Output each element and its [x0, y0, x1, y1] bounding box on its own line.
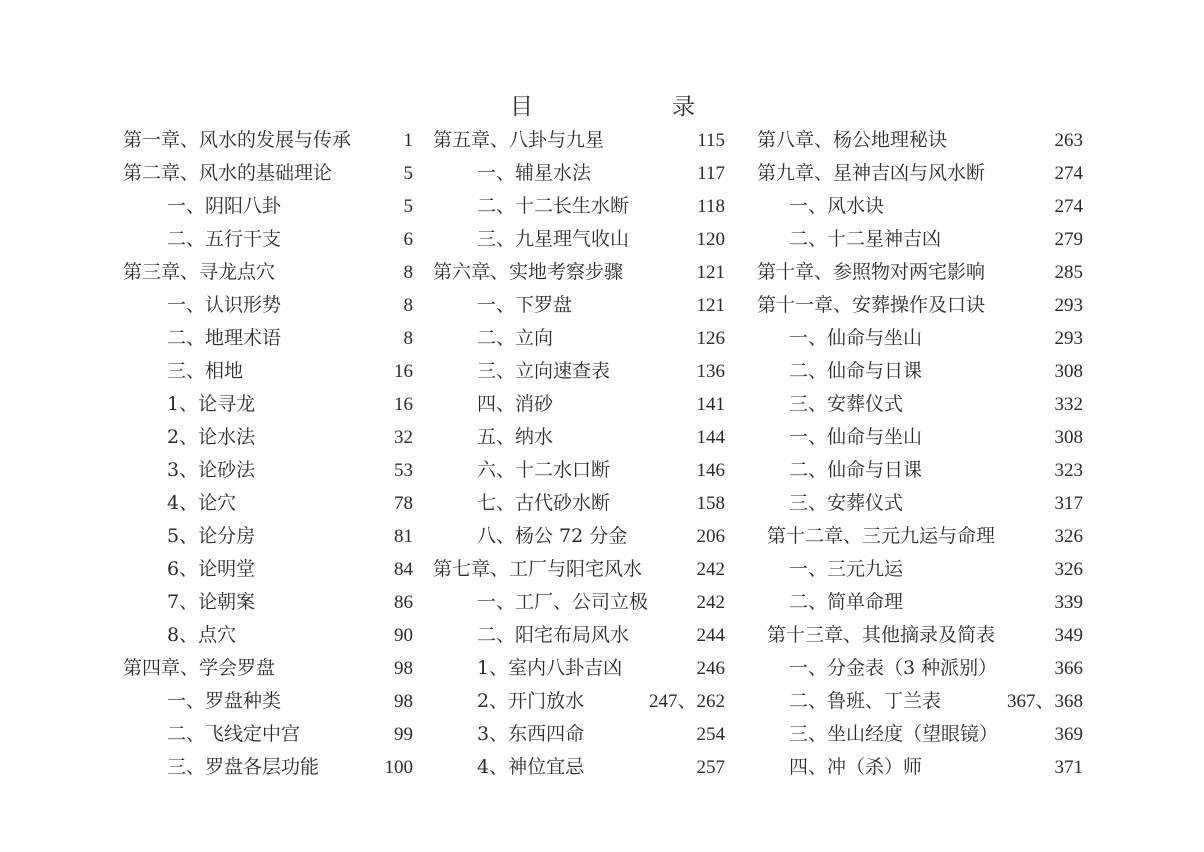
toc-entry-page: 242	[696, 592, 725, 613]
toc-entry-title: 一、分金表（3 种派别）	[789, 657, 998, 679]
toc-entry	[123, 718, 413, 751]
toc-entry-title: 第十一章、安葬操作及口诀	[757, 294, 986, 316]
toc-entry-title: 4、论穴	[167, 492, 237, 514]
toc-entry-page: 16	[394, 394, 413, 415]
toc-entry-title: 六、十二水口断	[477, 459, 611, 481]
toc-entry-page: 279	[1054, 229, 1083, 250]
toc-entry-page: 8	[403, 295, 413, 316]
toc-entry	[433, 619, 725, 652]
toc-entry	[433, 322, 725, 355]
toc-entry-page: 366	[1054, 658, 1083, 679]
toc-entry-page: 100	[384, 757, 413, 778]
toc-entry-page: 326	[1054, 526, 1083, 547]
toc-entry-title: 3、东西四命	[477, 723, 585, 745]
toc-entry	[123, 520, 413, 553]
toc-entry	[757, 751, 1083, 784]
toc-entry-title: 二、十二长生水断	[477, 195, 630, 217]
toc-entry-page: 141	[696, 394, 725, 415]
toc-entry	[433, 355, 725, 388]
toc-entry-title: 第四章、学会罗盘	[123, 657, 276, 679]
toc-entry-page: 126	[696, 328, 725, 349]
toc-entry	[123, 355, 413, 388]
toc-entry-page: 254	[696, 724, 725, 745]
toc-entry-title: 7、论朝案	[167, 591, 256, 613]
toc-entry-title: 4、神位宜忌	[477, 756, 585, 778]
toc-entry	[123, 157, 413, 190]
toc-entry-page: 158	[696, 493, 725, 514]
toc-entry-title: 一、辅星水法	[477, 162, 592, 184]
toc-entry	[757, 520, 1083, 553]
toc-entry-page: 367、368	[1006, 691, 1083, 712]
toc-entry-title: 2、开门放水	[477, 690, 585, 712]
toc-entry-page: 86	[394, 592, 413, 613]
toc-entry-page: 369	[1054, 724, 1083, 745]
toc-entry-title: 第十二章、三元九运与命理	[767, 525, 996, 547]
toc-entry-page: 308	[1054, 361, 1083, 382]
toc-entry-page: 274	[1054, 196, 1083, 217]
toc-entry	[123, 190, 413, 223]
toc-entry-page: 117	[697, 163, 725, 184]
toc-entry-page: 293	[1054, 295, 1083, 316]
toc-entry-page: 98	[394, 658, 413, 679]
toc-entry	[123, 751, 413, 784]
toc-entry-title: 第十章、参照物对两宅影响	[757, 261, 986, 283]
toc-entry-title: 第五章、八卦与九星	[433, 129, 605, 151]
toc-entry-page: 339	[1054, 592, 1083, 613]
toc-entry	[757, 685, 1083, 718]
toc-entry	[123, 487, 413, 520]
toc-entry-title: 三、安葬仪式	[789, 393, 904, 415]
toc-entry	[757, 652, 1083, 685]
toc-entry-page: 146	[696, 460, 725, 481]
toc-entry-page: 308	[1054, 427, 1083, 448]
toc-entry	[433, 388, 725, 421]
toc-entry-page: 8	[403, 262, 413, 283]
toc-entry-title: 第一章、风水的发展与传承	[123, 129, 352, 151]
toc-entry-page: 99	[394, 724, 413, 745]
toc-entry-title: 一、工厂、公司立极	[477, 591, 649, 613]
toc-entry-title: 二、五行干支	[167, 228, 282, 250]
toc-entry	[433, 289, 725, 322]
toc-entry-title: 6、论明堂	[167, 558, 256, 580]
toc-entry-title: 三、相地	[167, 360, 244, 382]
toc-entry-page: 136	[696, 361, 725, 382]
toc-entry-title: 二、简单命理	[789, 591, 904, 613]
toc-entry-title: 三、立向速查表	[477, 360, 611, 382]
toc-entry-page: 206	[696, 526, 725, 547]
toc-entry-title: 第十三章、其他摘录及简表	[767, 624, 996, 646]
toc-entry	[123, 388, 413, 421]
toc-entry	[757, 388, 1083, 421]
toc-entry-page: 257	[696, 757, 725, 778]
toc-entry	[757, 454, 1083, 487]
toc-entry-title: 第二章、风水的基础理论	[123, 162, 333, 184]
toc-entry	[123, 586, 413, 619]
toc-entry-title: 三、坐山经度（望眼镜）	[789, 723, 999, 745]
toc-entry	[757, 256, 1083, 289]
toc-entry-page: 115	[697, 130, 725, 151]
toc-entry	[123, 685, 413, 718]
toc-entry-page: 81	[394, 526, 413, 547]
toc-entry-page: 293	[1054, 328, 1083, 349]
toc-entry	[433, 487, 725, 520]
toc-entry-title: 四、冲（杀）师	[789, 756, 923, 778]
toc-entry-title: 2、论水法	[167, 426, 256, 448]
toc-entry-page: 98	[394, 691, 413, 712]
toc-column-1	[123, 124, 413, 784]
toc-entry	[433, 421, 725, 454]
toc-title-part2: 录	[672, 94, 696, 120]
toc-entry-title: 一、认识形势	[167, 294, 282, 316]
toc-entry-title: 5、论分房	[167, 525, 256, 547]
toc-entry-title: 三、罗盘各层功能	[167, 756, 320, 778]
toc-entry	[757, 124, 1083, 157]
toc-entry-page: 84	[394, 559, 413, 580]
toc-entry-title: 二、阳宅布局风水	[477, 624, 630, 646]
toc-entry-page: 247、262	[648, 691, 725, 712]
toc-entry-title: 第六章、实地考察步骤	[433, 261, 624, 283]
toc-entry	[433, 586, 725, 619]
toc-entry	[433, 718, 725, 751]
toc-entry-title: 二、十二星神吉凶	[789, 228, 942, 250]
toc-entry-title: 八、杨公 72 分金	[477, 525, 628, 547]
toc-entry	[433, 124, 725, 157]
toc-entry-page: 90	[394, 625, 413, 646]
toc-entry	[757, 421, 1083, 454]
toc-entry-title: 三、九星理气收山	[477, 228, 630, 250]
toc-entry-title: 第三章、寻龙点穴	[123, 261, 276, 283]
toc-entry	[433, 190, 725, 223]
toc-column-3	[757, 124, 1083, 784]
toc-entry-title: 第七章、工厂与阳宅风水	[433, 558, 643, 580]
toc-entry-title: 一、仙命与坐山	[789, 327, 923, 349]
toc-entry-page: 246	[696, 658, 725, 679]
toc-entry	[757, 586, 1083, 619]
toc-entry	[433, 157, 725, 190]
toc-entry	[123, 124, 413, 157]
toc-entry	[757, 289, 1083, 322]
toc-entry	[757, 718, 1083, 751]
toc-entry-page: 263	[1054, 130, 1083, 151]
toc-entry-page: 1	[403, 130, 413, 151]
toc-entry	[757, 157, 1083, 190]
toc-entry	[123, 223, 413, 256]
toc-entry	[123, 421, 413, 454]
toc-entry	[433, 553, 725, 586]
toc-entry	[757, 553, 1083, 586]
toc-entry	[123, 322, 413, 355]
toc-entry-title: 第九章、星神吉凶与风水断	[757, 162, 986, 184]
toc-entry-title: 3、论砂法	[167, 459, 256, 481]
toc-entry-title: 二、立向	[477, 327, 554, 349]
toc-entry-title: 三、安葬仪式	[789, 492, 904, 514]
toc-entry-title: 二、飞线定中宫	[167, 723, 301, 745]
toc-entry	[123, 652, 413, 685]
toc-entry-page: 118	[697, 196, 725, 217]
toc-entry-page: 78	[394, 493, 413, 514]
toc-title-part1: 目	[510, 94, 534, 120]
toc-entry-page: 121	[696, 262, 725, 283]
toc-column-2	[433, 124, 725, 784]
toc-entry-page: 6	[403, 229, 413, 250]
toc-entry-page: 349	[1054, 625, 1083, 646]
toc-entry-page: 274	[1054, 163, 1083, 184]
toc-entry-page: 242	[696, 559, 725, 580]
toc-entry	[757, 190, 1083, 223]
toc-entry	[433, 652, 725, 685]
toc-entry-page: 371	[1054, 757, 1083, 778]
toc-entry-page: 5	[403, 163, 413, 184]
toc-entry	[433, 223, 725, 256]
toc-entry-title: 四、消砂	[477, 393, 554, 415]
toc-entry	[433, 454, 725, 487]
toc-entry-page: 32	[394, 427, 413, 448]
toc-title	[0, 90, 1204, 124]
toc-entry	[123, 256, 413, 289]
toc-entry-title: 一、风水诀	[789, 195, 885, 217]
toc-entry-page: 332	[1054, 394, 1083, 415]
toc-entry	[123, 454, 413, 487]
toc-entry-title: 一、三元九运	[789, 558, 904, 580]
toc-entry-page: 5	[403, 196, 413, 217]
toc-entry-title: 二、地理术语	[167, 327, 282, 349]
toc-entry-page: 285	[1054, 262, 1083, 283]
toc-entry-title: 1、论寻龙	[167, 393, 256, 415]
toc-entry-title: 1、室内八卦吉凶	[477, 657, 623, 679]
toc-entry-title: 二、鲁班、丁兰表	[789, 690, 942, 712]
toc-entry-page: 16	[394, 361, 413, 382]
toc-entry-title: 一、下罗盘	[477, 294, 573, 316]
toc-entry-page: 326	[1054, 559, 1083, 580]
toc-entry-title: 第八章、杨公地理秘诀	[757, 129, 948, 151]
toc-entry-title: 二、仙命与日课	[789, 459, 923, 481]
toc-entry-title: 一、罗盘种类	[167, 690, 282, 712]
toc-entry-title: 一、仙命与坐山	[789, 426, 923, 448]
toc-entry	[757, 487, 1083, 520]
toc-entry	[433, 751, 725, 784]
toc-entry-page: 323	[1054, 460, 1083, 481]
toc-entry	[433, 256, 725, 289]
toc-entry-title: 8、点穴	[167, 624, 237, 646]
toc-entry	[757, 223, 1083, 256]
toc-entry-page: 317	[1054, 493, 1083, 514]
toc-entry	[757, 619, 1083, 652]
toc-entry	[123, 553, 413, 586]
toc-entry-title: 一、阴阳八卦	[167, 195, 282, 217]
toc-entry-page: 121	[696, 295, 725, 316]
toc-entry	[433, 520, 725, 553]
toc-entry-title: 二、仙命与日课	[789, 360, 923, 382]
toc-entry-page: 144	[696, 427, 725, 448]
toc-entry	[433, 685, 725, 718]
toc-entry	[757, 355, 1083, 388]
toc-entry-page: 53	[394, 460, 413, 481]
toc-entry	[123, 619, 413, 652]
toc-entry-page: 120	[696, 229, 725, 250]
toc-entry	[123, 289, 413, 322]
toc-entry-page: 244	[696, 625, 725, 646]
toc-entry-page: 8	[403, 328, 413, 349]
toc-entry	[757, 322, 1083, 355]
toc-entry-title: 五、纳水	[477, 426, 554, 448]
toc-entry-title: 七、古代砂水断	[477, 492, 611, 514]
